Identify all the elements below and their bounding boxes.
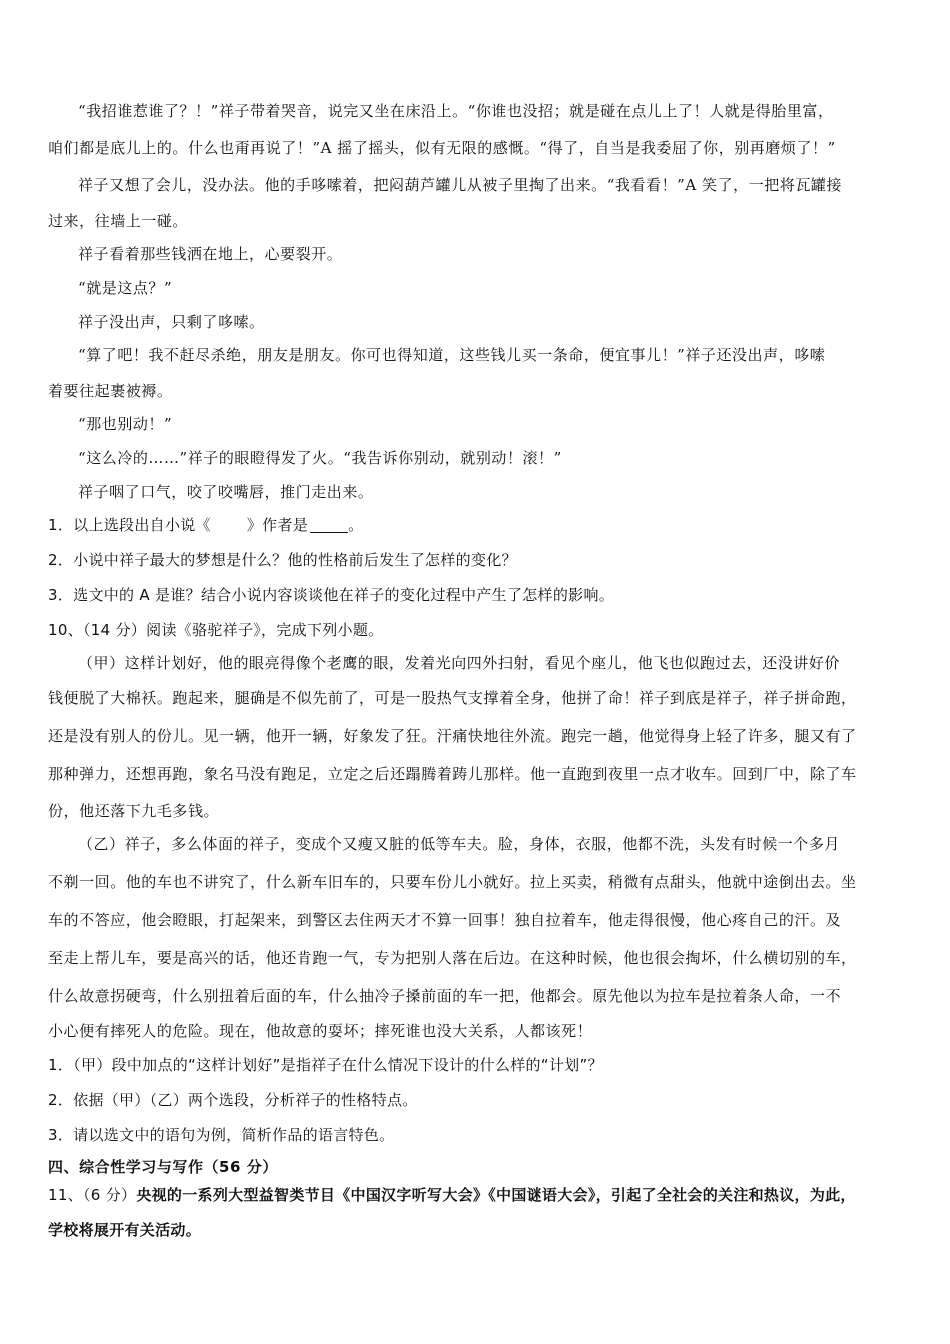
- passage-jia-line: （甲）这样计划好，他的眼亮得像个老鹰的眼，发着光向四外扫射，看见个座儿，他飞也似跑过去，还没讲好价: [78, 654, 840, 672]
- passage-line: 咱们都是底儿上的。什么也甭再说了！”A 摇了摇头，似有无限的感慨。“得了，自当是我委屈了你，别再磨烦了！”: [48, 139, 836, 157]
- question-2: 2．小说中祥子最大的梦想是什么？他的性格前后发生了怎样的变化？: [48, 551, 517, 569]
- question-11: [48, 1185, 904, 1205]
- passage-jia-line: 份，他还落下九毛多钱。: [48, 802, 220, 820]
- question-10-1: 1．（甲）段中加点的“这样计划好”是指祥子在什么情况下设计的什么样的“计划”？: [48, 1056, 603, 1074]
- passage-jia-line: 还是没有别人的份儿。见一辆，他开一辆，好象发了狂。汗痛快地往外流。跑完一趟，他觉得身上轻了许多，腿又有了: [48, 727, 857, 745]
- passage-yi-line: 车的不答应，他会瞪眼，打起架来，到警区去住两天才不算一回事！独自拉着车，他走得很慢，他心疼自己的汗。及: [48, 911, 842, 929]
- passage-line: “就是这点？”: [78, 279, 173, 297]
- passage-line: 祥子没出声，只剩了哆嗦。: [78, 313, 265, 331]
- passage-yi-line: 不剃一回。他的车也不讲究了，什么新车旧车的，只要车份儿小就好。拉上买卖，稍微有点甜头，他就中途倒出去。坐: [48, 873, 857, 891]
- passage-line: 过来，往墙上一碰。: [48, 212, 188, 230]
- question-text: 1．以上选段出自小说《: [48, 516, 211, 534]
- question-11-text: 央视的一系列大型益智类节目《中国汉字听写大会》《中国谜语大会》，引起了全社会的关注和热议，为此，: [136, 1186, 856, 1204]
- question-text: 。: [348, 516, 364, 534]
- passage-line: 祥子又想了会儿，没办法。他的手哆嗦着，把闷葫芦罐儿从被子里掏了出来。“我看看！”A 笑了，一把将瓦罐接: [78, 176, 842, 194]
- question-text: 》作者是: [246, 516, 309, 534]
- passage-yi-line: 小心便有摔死人的危险。现在，他故意的耍坏；摔死谁也没大关系，人都该死！: [48, 1022, 593, 1040]
- passage-line: “那也别动！”: [78, 415, 173, 433]
- passage-line: 着要往起裹被褥。: [48, 382, 173, 400]
- question-10-title: 10、（14 分）阅读《骆驼祥子》，完成下列小题。: [48, 621, 384, 639]
- question-1: [48, 515, 904, 535]
- passage-line: “算了吧！我不赶尽杀绝，朋友是朋友。你可也得知道，这些钱儿买一条命，便宜事儿！”祥子还没出声，哆嗦: [78, 346, 826, 364]
- passage-yi-line: （乙）祥子，多么体面的祥子，变成个又瘦又脏的低等车夫。脸，身体，衣服，他都不洗，头发有时候一个多月: [78, 835, 840, 853]
- question-10-2: 2．依据（甲）（乙）两个选段，分析祥子的性格特点。: [48, 1091, 418, 1109]
- passage-jia-line: 钱便脱了大棉袄。跑起来，腿确是不似先前了，可是一股热气支撑着全身，他拼了命！祥子到底是祥子，祥子拼命跑，: [48, 689, 857, 707]
- passage-yi-line: 至走上帮儿车，要是高兴的话，他还肯跑一气，专为把别人落在后边。在这种时候，他也很会掏坏，什么横切别的车，: [48, 949, 857, 967]
- passage-line: 祥子咽了口气，咬了咬嘴唇，推门走出来。: [78, 483, 374, 501]
- passage-line: “我招谁惹谁了？！”祥子带着哭音，说完又坐在床沿上。“你谁也没招；就是碰在点儿上了！人就是得胎里富，: [78, 102, 834, 120]
- section-4-heading: 四、综合性学习与写作（56 分）: [48, 1158, 278, 1176]
- passage-yi-line: 什么故意拐硬弯，什么别扭着后面的车，什么抽冷子搡前面的车一把，他都会。原先他以为拉车是拉着条人命，一不: [48, 987, 842, 1005]
- passage-line: 祥子看着那些钱洒在地上，心要裂开。: [78, 245, 343, 263]
- passage-line: “这么冷的……”祥子的眼瞪得发了火。“我告诉你别动，就别动！滚！”: [78, 449, 562, 467]
- question-3: 3．选文中的 A 是谁？结合小说内容谈谈他在祥子的变化过程中产生了怎样的影响。: [48, 586, 615, 604]
- passage-jia-line: 那种弹力，还想再跑，象名马没有跑足，立定之后还蹋腾着踌儿那样。他一直跑到夜里一点才收车。回到厂中，除了车: [48, 765, 857, 783]
- question-11-text-cont: 学校将展开有关活动。: [48, 1221, 202, 1239]
- question-11-score: 11、（6 分）: [48, 1186, 137, 1204]
- author-blank[interactable]: [310, 517, 348, 533]
- question-10-3: 3．请以选文中的语句为例，简析作品的语言特色。: [48, 1126, 395, 1144]
